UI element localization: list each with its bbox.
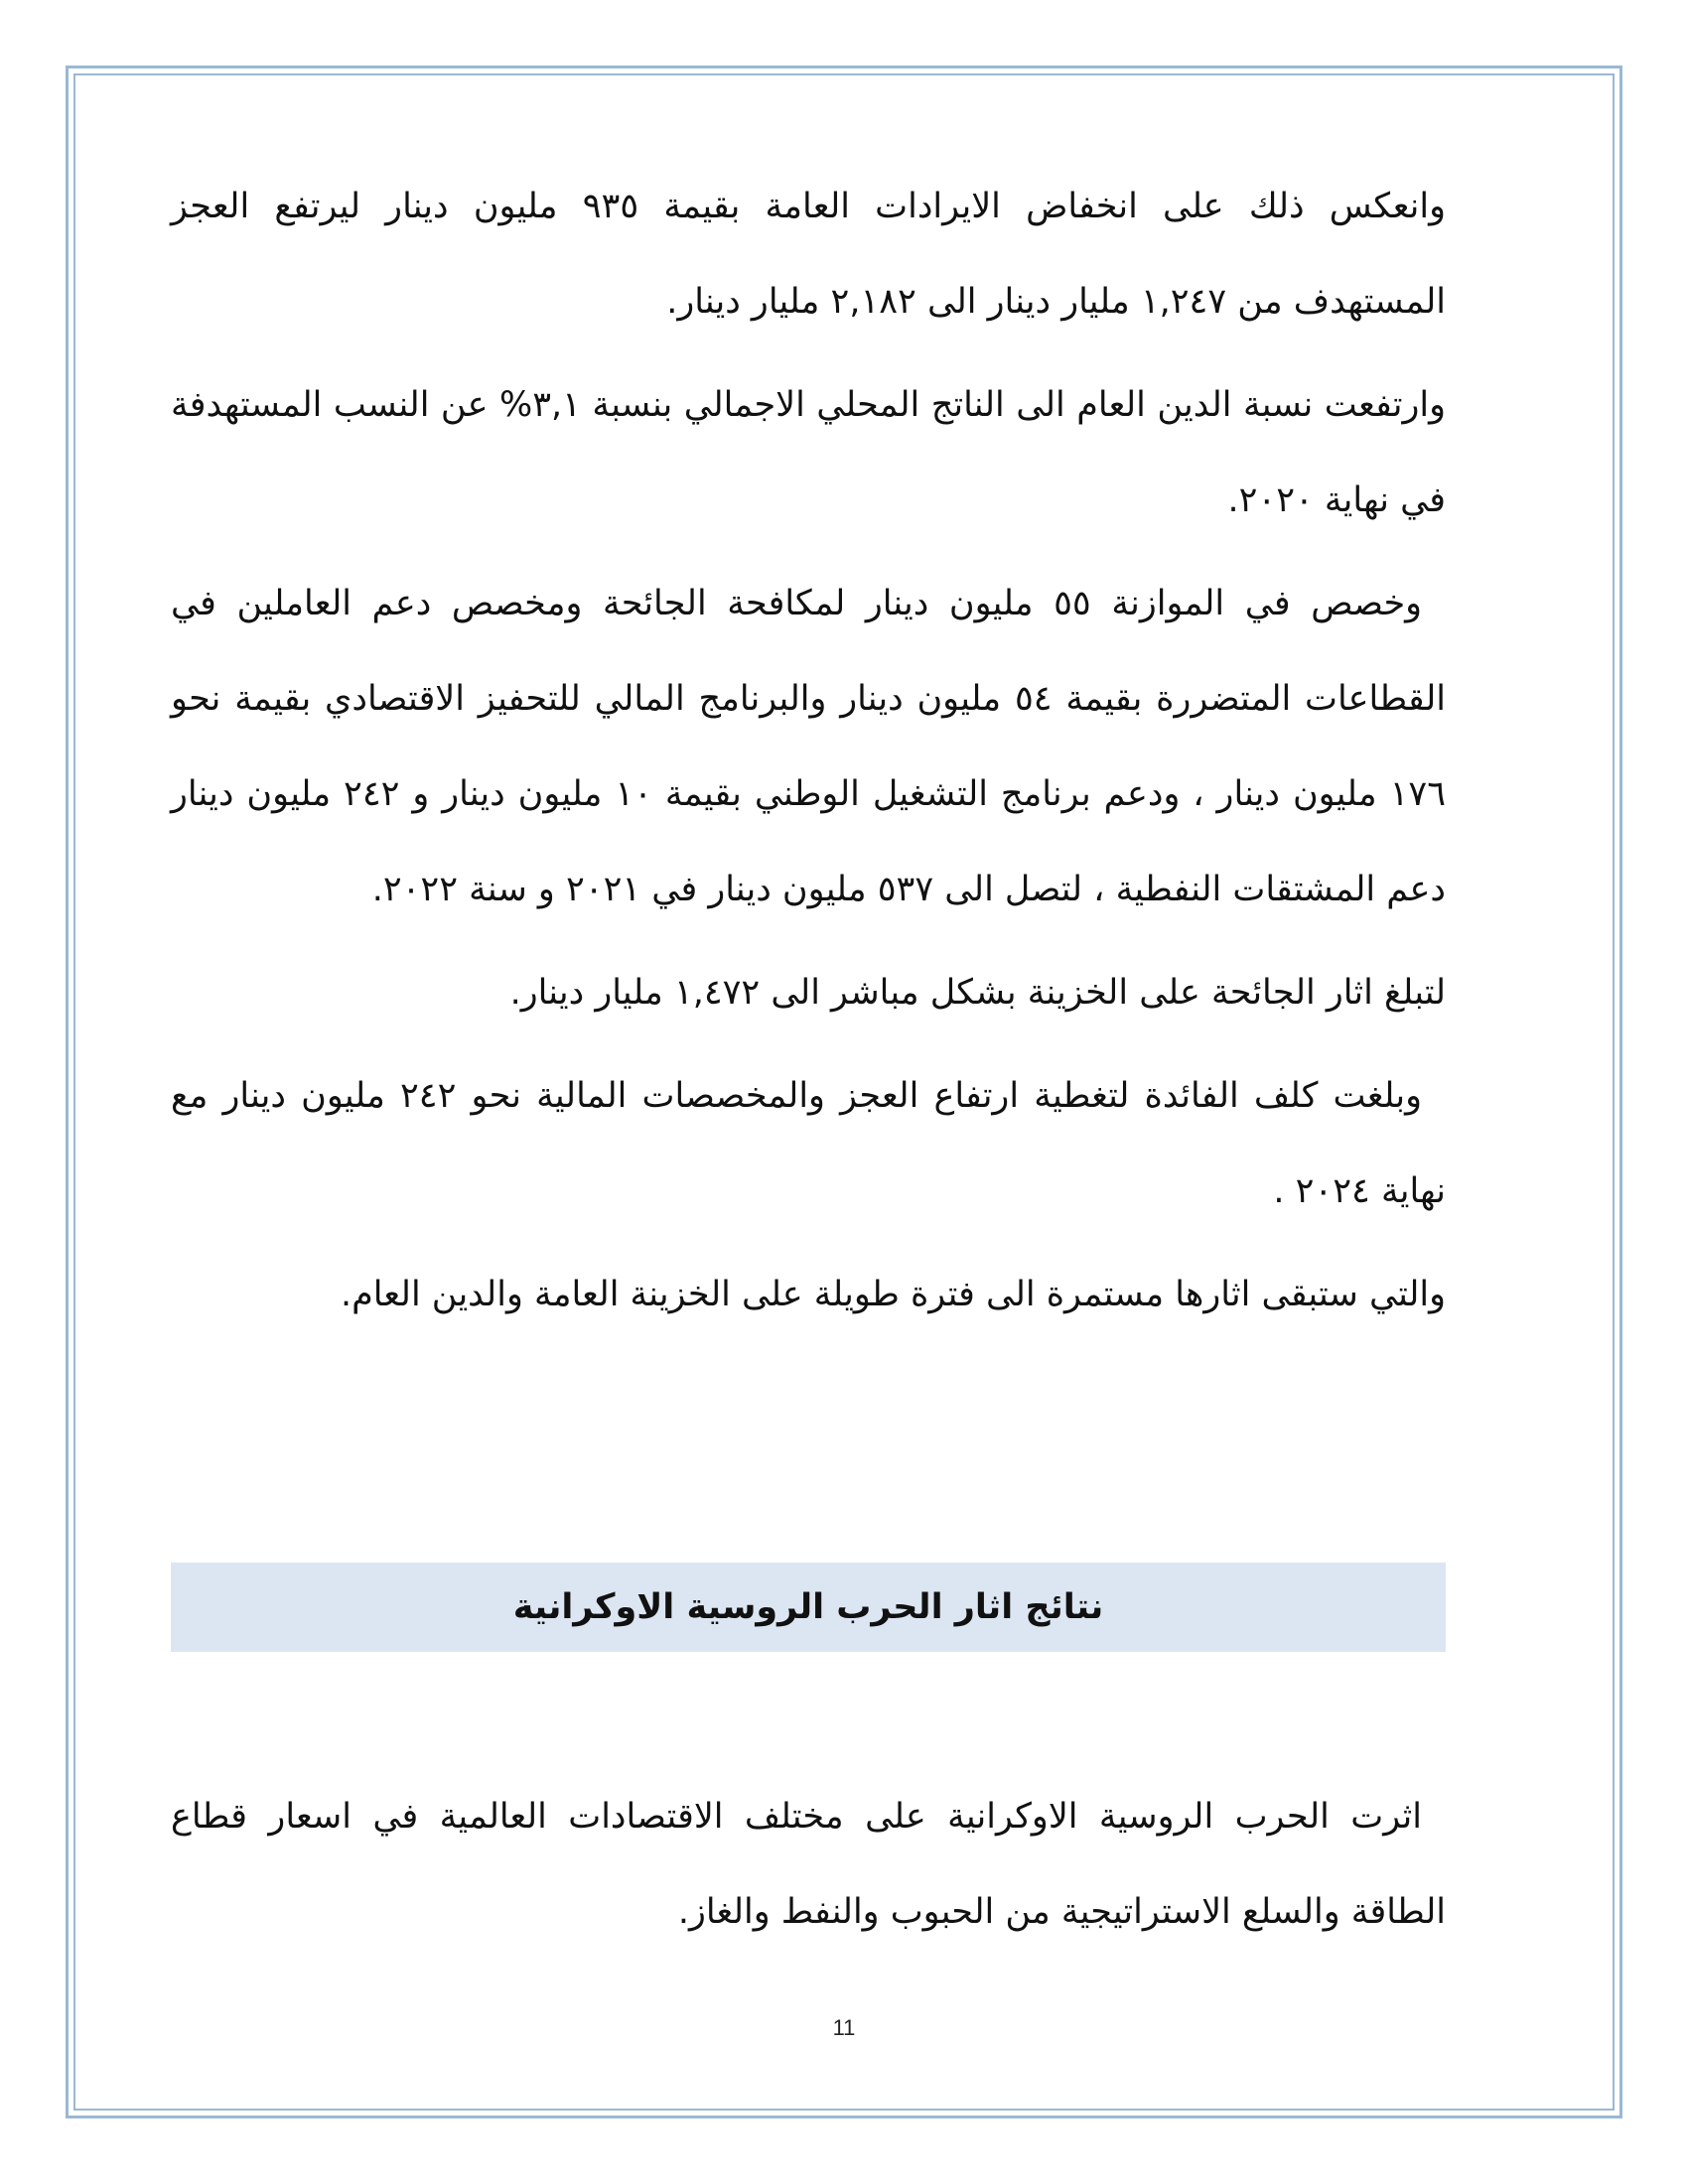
paragraph-treasury-impact: لتبلغ اثار الجائحة على الخزينة بشكل مباشر الى ١,٤٧٢ مليار دينار.	[509, 973, 1446, 1013]
paragraph-deficit: وانعكس ذلك على انخفاض الايرادات العامة بقيمة ٩٣٥ مليون دينار ليرتفع العجز المستهدف من ١,٢٤٧ مليار دينار الى ٢,١٨٢ مليار دينار.	[171, 187, 1447, 322]
paragraph-war-effects: اثرت الحرب الروسية الاوكرانية على مختلف الاقتصادات العالمية في اسعار قطاع الطاقة والسلع الاستراتيجية من الحبوب والنفط والغاز.	[171, 1797, 1446, 1932]
page-number: 11	[832, 2015, 856, 2040]
section-heading: نتائج اثار الحرب الروسية الاوكرانية	[512, 1587, 1104, 1627]
paragraph-long-term-effects: والتي ستبقى اثارها مستمرة الى فترة طويلة على الخزينة العامة والدين العام.	[340, 1275, 1446, 1314]
paragraph-interest-costs: وبلغت كلف الفائدة لتغطية ارتفاع العجز والمخصصات المالية نحو ٢٤٢ مليون دينار مع نهاية ٢٠٢٤ .	[171, 1076, 1446, 1211]
body-text	[171, 159, 1446, 1342]
section-heading-box	[171, 1563, 1446, 1652]
section-body-text	[171, 1769, 1446, 1960]
paragraph-debt-ratio: وارتفعت نسبة الدين العام الى الناتج المحلي الاجمالي بنسبة ٣,١% عن النسب المستهدفة في نهاية ٢٠٢٠.	[171, 385, 1446, 520]
paragraph-pandemic-allocations: وخصص في الموازنة ٥٥ مليون دينار لمكافحة الجائحة ومخصص دعم العاملين في القطاعات المتضررة بقيمة ٥٤ مليون دينار والبرنامج المالي للتحفيز الاقتصادي بقيمة نحو ١٧٦ مليون دينار ، ودعم برنامج التشغيل الوطني بقيمة ١٠ مليون دينار و ٢٤٢ مليون دينار دعم المشتقات النفطية ، لتصل الى ٥٣٧ مليون دينار في ٢٠٢١ و سنة ٢٠٢٢.	[171, 584, 1446, 909]
